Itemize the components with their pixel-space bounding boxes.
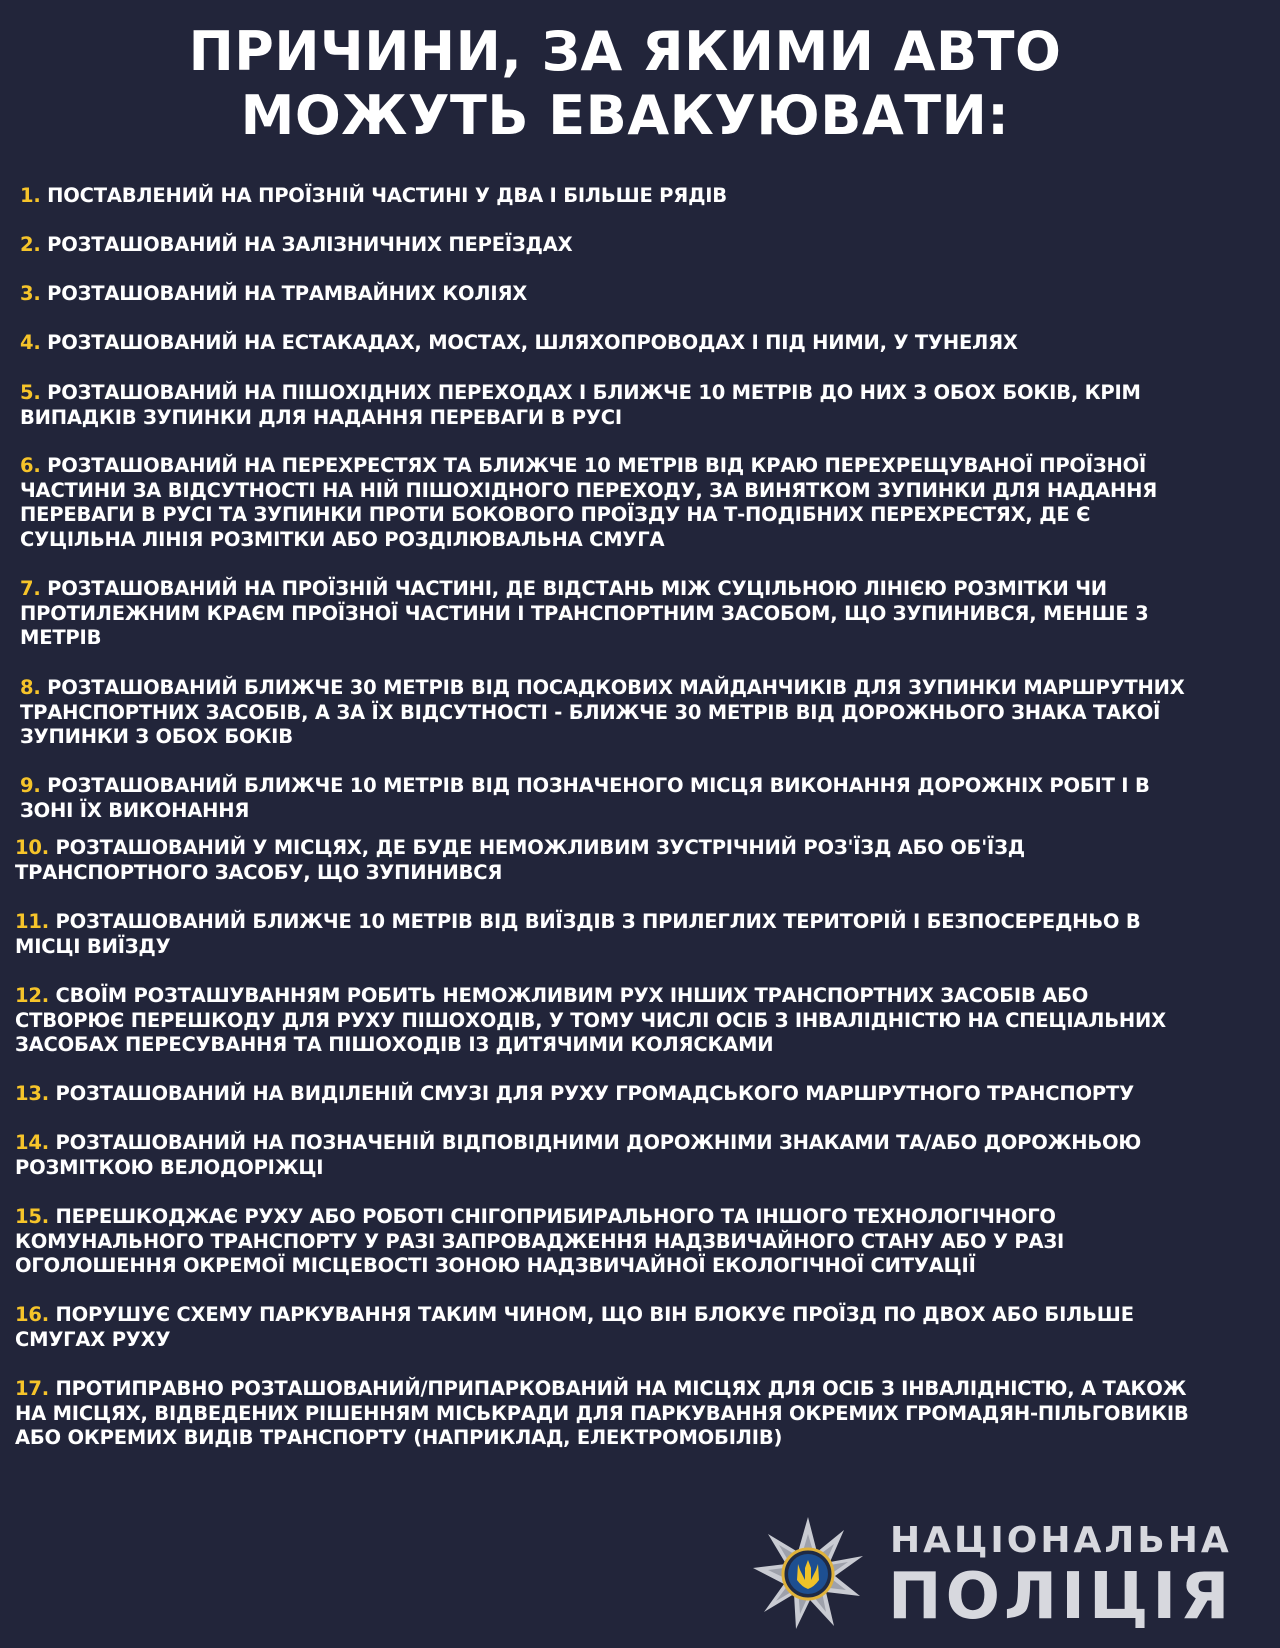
brand-name-top: НАЦІОНАЛЬНА bbox=[890, 1520, 1232, 1561]
item-text: ПРОТИПРАВНО РОЗТАШОВАНИЙ/ПРИПАРКОВАНИЙ НА МІСЦЯХ ДЛЯ ОСІБ З ІНВАЛІДНІСТЮ, А ТАКОЖ НА МІСЦЯХ, ВІДВЕДЕНИХ РІШЕННЯМ МІСЬКРАДИ ДЛЯ ПАРКУВАННЯ ОКРЕМИХ ГРОМАДЯН-ПІЛЬГОВИКІВ АБО ОКРЕМИХ ВИДІВ ТРАНСПОРТУ (НАПРИКЛАД, ЕЛЕКТРОМОБІЛІВ) bbox=[15, 1377, 1189, 1449]
list-item bbox=[20, 282, 1195, 307]
item-number: 2. bbox=[20, 233, 41, 256]
item-number: 3. bbox=[20, 282, 41, 305]
list-item bbox=[20, 577, 1195, 651]
item-text: РОЗТАШОВАНИЙ НА ТРАМВАЙНИХ КОЛІЯХ bbox=[47, 282, 528, 305]
list-item bbox=[15, 1377, 1190, 1451]
list-item bbox=[20, 381, 1195, 430]
list-item bbox=[20, 184, 1195, 209]
item-number: 13. bbox=[15, 1082, 49, 1105]
item-text: РОЗТАШОВАНИЙ У МІСЦЯХ, ДЕ БУДЕ НЕМОЖЛИВИМ ЗУСТРІЧНИЙ РОЗ'ЇЗД АБО ОБ'ЇЗД ТРАНСПОРТНОГО ЗАСОБУ, ЩО ЗУПИНИВСЯ bbox=[15, 836, 1025, 884]
item-number: 7. bbox=[20, 577, 41, 600]
list-item bbox=[15, 984, 1190, 1058]
item-text: ПЕРЕШКОДЖАЄ РУХУ АБО РОБОТІ СНІГОПРИБИРАЛЬНОГО ТА ІНШОГО ТЕХНОЛОГІЧНОГО КОМУНАЛЬНОГО ТРАНСПОРТУ У РАЗІ ЗАПРОВАДЖЕННЯ НАДЗВИЧАЙНОГО СТАНУ АБО У РАЗІ ОГОЛОШЕННЯ ОКРЕМОЇ МІСЦЕВОСТІ ЗОНОЮ НАДЗВИЧАЙНОЇ ЕКОЛОГІЧНОЇ СИТУАЦІЇ bbox=[15, 1205, 1065, 1277]
police-star-icon bbox=[752, 1515, 864, 1633]
item-number: 8. bbox=[20, 676, 41, 699]
title-line-1: ПРИЧИНИ, ЗА ЯКИМИ АВТО bbox=[188, 20, 1062, 83]
item-text: СВОЇМ РОЗТАШУВАННЯМ РОБИТЬ НЕМОЖЛИВИМ РУХ ІНШИХ ТРАНСПОРТНИХ ЗАСОБІВ АБО СТВОРЮЄ ПЕРЕШКОДУ ДЛЯ РУХУ ПІШОХОДІВ, У ТОМУ ЧИСЛІ ОСІБ З ІНВАЛІДНІСТЮ НА СПЕЦІАЛЬНИХ ЗАСОБАХ ПЕРЕСУВАННЯ ТА ПІШОХОДІВ ІЗ ДИТЯЧИМИ КОЛЯСКАМИ bbox=[15, 984, 1167, 1056]
list-item bbox=[20, 331, 1195, 356]
item-text: РОЗТАШОВАНИЙ НА ЕСТАКАДАХ, МОСТАХ, ШЛЯХОПРОВОДАХ І ПІД НИМИ, У ТУНЕЛЯХ bbox=[47, 331, 1018, 354]
item-text: РОЗТАШОВАНИЙ НА ЗАЛІЗНИЧНИХ ПЕРЕЇЗДАХ bbox=[47, 233, 573, 256]
list-item bbox=[20, 774, 1195, 823]
item-number: 11. bbox=[15, 910, 49, 933]
item-text: РОЗТАШОВАНИЙ НА ПЕРЕХРЕСТЯХ ТА БЛИЖЧЕ 10 МЕТРІВ ВІД КРАЮ ПЕРЕХРЕЩУВАНОЇ ПРОЇЗНОЇ ЧАСТИНИ ЗА ВІДСУТНОСТІ НА НІЙ ПІШОХІДНОГО ПЕРЕХОДУ, ЗА ВИНЯТКОМ ЗУПИНКИ ДЛЯ НАДАННЯ ПЕРЕВАГИ В РУСІ ТА ЗУПИНКИ ПРОТИ БОКОВОГО ПРОЇЗДУ НА Т-ПОДІБНИХ ПЕРЕХРЕСТЯХ, ДЕ Є СУЦІЛЬНА ЛІНІЯ РОЗМІТКИ АБО РОЗДІЛЮВАЛЬНА СМУГА bbox=[20, 454, 1158, 551]
item-text: РОЗТАШОВАНИЙ БЛИЖЧЕ 10 МЕТРІВ ВІД ВИЇЗДІВ З ПРИЛЕГЛИХ ТЕРИТОРІЙ І БЕЗПОСЕРЕДНЬО В МІСЦІ ВИЇЗДУ bbox=[15, 910, 1141, 958]
item-number: 9. bbox=[20, 774, 41, 797]
item-text: РОЗТАШОВАНИЙ НА ВИДІЛЕНІЙ СМУЗІ ДЛЯ РУХУ ГРОМАДСЬКОГО МАРШРУТНОГО ТРАНСПОРТУ bbox=[55, 1082, 1134, 1105]
item-text: РОЗТАШОВАНИЙ БЛИЖЧЕ 10 МЕТРІВ ВІД ПОЗНАЧЕНОГО МІСЦЯ ВИКОНАННЯ ДОРОЖНІХ РОБІТ І В ЗОНІ ЇХ ВИКОНАННЯ bbox=[20, 774, 1150, 822]
title-line-2: МОЖУТЬ ЕВАКУЮВАТИ: bbox=[240, 84, 1010, 147]
item-number: 6. bbox=[20, 454, 41, 477]
item-text: ПОСТАВЛЕНИЙ НА ПРОЇЗНІЙ ЧАСТИНІ У ДВА І БІЛЬШЕ РЯДІВ bbox=[47, 184, 727, 207]
item-number: 1. bbox=[20, 184, 41, 207]
list-item bbox=[20, 454, 1195, 552]
item-text: РОЗТАШОВАНИЙ БЛИЖЧЕ 30 МЕТРІВ ВІД ПОСАДКОВИХ МАЙДАНЧИКІВ ДЛЯ ЗУПИНКИ МАРШРУТНИХ ТРАНСПОРТНИХ ЗАСОБІВ, А ЗА ЇХ ВІДСУТНОСТІ - БЛИЖЧЕ 30 МЕТРІВ ВІД ДОРОЖНЬОГО ЗНАКА ТАКОЇ ЗУПИНКИ З ОБОХ БОКІВ bbox=[20, 676, 1185, 748]
list-item bbox=[15, 1131, 1190, 1180]
item-text: РОЗТАШОВАНИЙ НА ПОЗНАЧЕНІЙ ВІДПОВІДНИМИ ДОРОЖНІМИ ЗНАКАМИ ТА/АБО ДОРОЖНЬОЮ РОЗМІТКОЮ ВЕЛОДОРІЖЦІ bbox=[15, 1131, 1142, 1179]
item-number: 10. bbox=[15, 836, 49, 859]
item-text: РОЗТАШОВАНИЙ НА ПІШОХІДНИХ ПЕРЕХОДАХ І БЛИЖЧЕ 10 МЕТРІВ ДО НИХ З ОБОХ БОКІВ, КРІМ ВИПАДКІВ ЗУПИНКИ ДЛЯ НАДАННЯ ПЕРЕВАГИ В РУСІ bbox=[20, 381, 1141, 429]
list-item bbox=[15, 836, 1190, 885]
item-text: РОЗТАШОВАНИЙ НА ПРОЇЗНІЙ ЧАСТИНІ, ДЕ ВІДСТАНЬ МІЖ СУЦІЛЬНОЮ ЛІНІЄЮ РОЗМІТКИ ЧИ ПРОТИЛЕЖНИМ КРАЄМ ПРОЇЗНОЇ ЧАСТИНИ І ТРАНСПОРТНИМ ЗАСОБОМ, ЩО ЗУПИНИВСЯ, МЕНШЕ 3 МЕТРІВ bbox=[20, 577, 1149, 649]
item-number: 12. bbox=[15, 984, 49, 1007]
item-number: 5. bbox=[20, 381, 41, 404]
item-number: 15. bbox=[15, 1205, 49, 1228]
item-number: 4. bbox=[20, 331, 41, 354]
national-police-logo bbox=[752, 1515, 1234, 1635]
list-item bbox=[15, 910, 1190, 959]
list-item bbox=[15, 1205, 1190, 1279]
list-item bbox=[20, 676, 1195, 750]
brand-name-bottom: ПОЛІЦІЯ bbox=[888, 1560, 1234, 1634]
list-item bbox=[20, 233, 1195, 258]
list-item bbox=[15, 1303, 1190, 1352]
item-number: 14. bbox=[15, 1131, 49, 1154]
item-number: 16. bbox=[15, 1303, 49, 1326]
item-number: 17. bbox=[15, 1377, 49, 1400]
list-item bbox=[15, 1082, 1190, 1107]
item-text: ПОРУШУЄ СХЕМУ ПАРКУВАННЯ ТАКИМ ЧИНОМ, ЩО ВІН БЛОКУЄ ПРОЇЗД ПО ДВОХ АБО БІЛЬШЕ СМУГАХ РУХУ bbox=[15, 1303, 1134, 1351]
